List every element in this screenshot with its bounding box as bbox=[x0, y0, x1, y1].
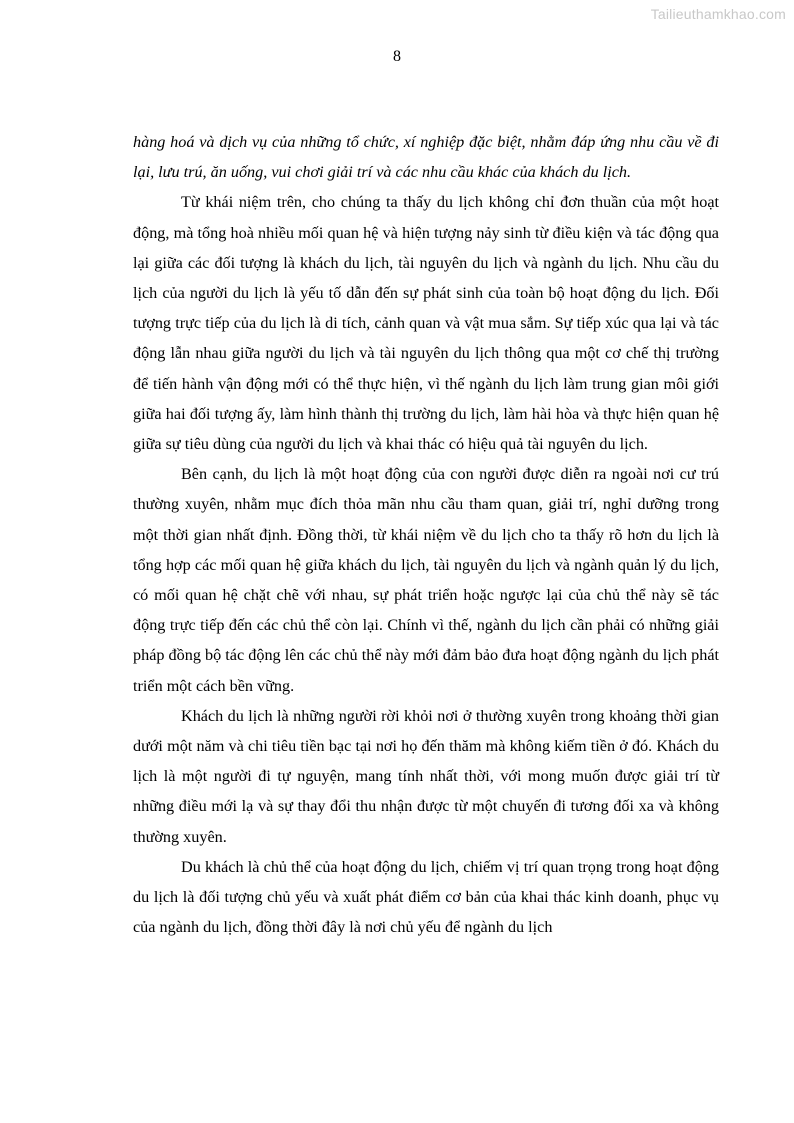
watermark: Tailieuthamkhao.com bbox=[650, 6, 786, 22]
paragraph-continuation: hàng hoá và dịch vụ của những tổ chức, xí nghiệp đặc biệt, nhằm đáp ứng nhu cầu về đi lại, lưu trú, ăn uống, vui chơi giải trí và các nhu cầu khác của khách du lịch. bbox=[133, 133, 719, 182]
paragraph: Du khách là chủ thể của hoạt động du lịch, chiếm vị trí quan trọng trong hoạt động du lịch là đối tượng chủ yếu và xuất phát điểm cơ bản của khai thác kinh doanh, phục vụ của ngành du lịch, đồng thời đây là nơi chủ yếu để ngành du lịch bbox=[133, 857, 719, 937]
document-body bbox=[133, 127, 719, 942]
page-number: 8 bbox=[393, 48, 401, 65]
paragraph: Bên cạnh, du lịch là một hoạt động của con người được diễn ra ngoài nơi cư trú thường xuyên, nhằm mục đích thỏa mãn nhu cầu tham quan, giải trí, nghỉ dưỡng trong một thời gian nhất định. Đồng thời, từ khái niệm về du lịch cho ta thấy rõ hơn du lịch là tổng hợp các mối quan hệ giữa khách du lịch, tài nguyên du lịch và ngành quản lý du lịch, có mối quan hệ chặt chẽ với nhau, sự phát triển hoặc ngược lại của chủ thể này sẽ tác động trực tiếp đến các chủ thể còn lại. Chính vì thế, ngành du lịch cần phải có những giải pháp đồng bộ tác động lên các chủ thể này mới đảm bảo đưa hoạt động ngành du lịch phát triển một cách bền vững. bbox=[133, 465, 719, 695]
paragraph: Khách du lịch là những người rời khỏi nơi ở thường xuyên trong khoảng thời gian dưới một năm và chi tiêu tiền bạc tại nơi họ đến thăm mà không kiếm tiền ở đó. Khách du lịch là một người đi tự nguyện, mang tính nhất thời, với mong muốn được giải trí từ những điều mới lạ và sự thay đổi thu nhận được từ một chuyến đi tương đối xa và không thường xuyên. bbox=[133, 706, 719, 846]
paragraph: Từ khái niệm trên, cho chúng ta thấy du lịch không chỉ đơn thuần của một hoạt động, mà tổng hoà nhiều mối quan hệ và hiện tượng nảy sinh từ điều kiện và tác động qua lại giữa các đối tượng là khách du lịch, tài nguyên du lịch và ngành du lịch. Nhu cầu du lịch của người du lịch là yếu tố dẫn đến sự phát sinh của toàn bộ hoạt động du lịch. Đối tượng trực tiếp của du lịch là di tích, cảnh quan và vật mua sắm. Sự tiếp xúc qua lại và tác động lẫn nhau giữa người du lịch và tài nguyên du lịch thông qua một cơ chế thị trường để tiến hành vận động mới có thể thực hiện, vì thế ngành du lịch làm trung gian môi giới giữa hai đối tượng ấy, làm hình thành thị trường du lịch, làm hài hòa và thực hiện quan hệ giữa sự tiêu dùng của người du lịch và khai thác có hiệu quả tài nguyên du lịch. bbox=[133, 193, 719, 454]
